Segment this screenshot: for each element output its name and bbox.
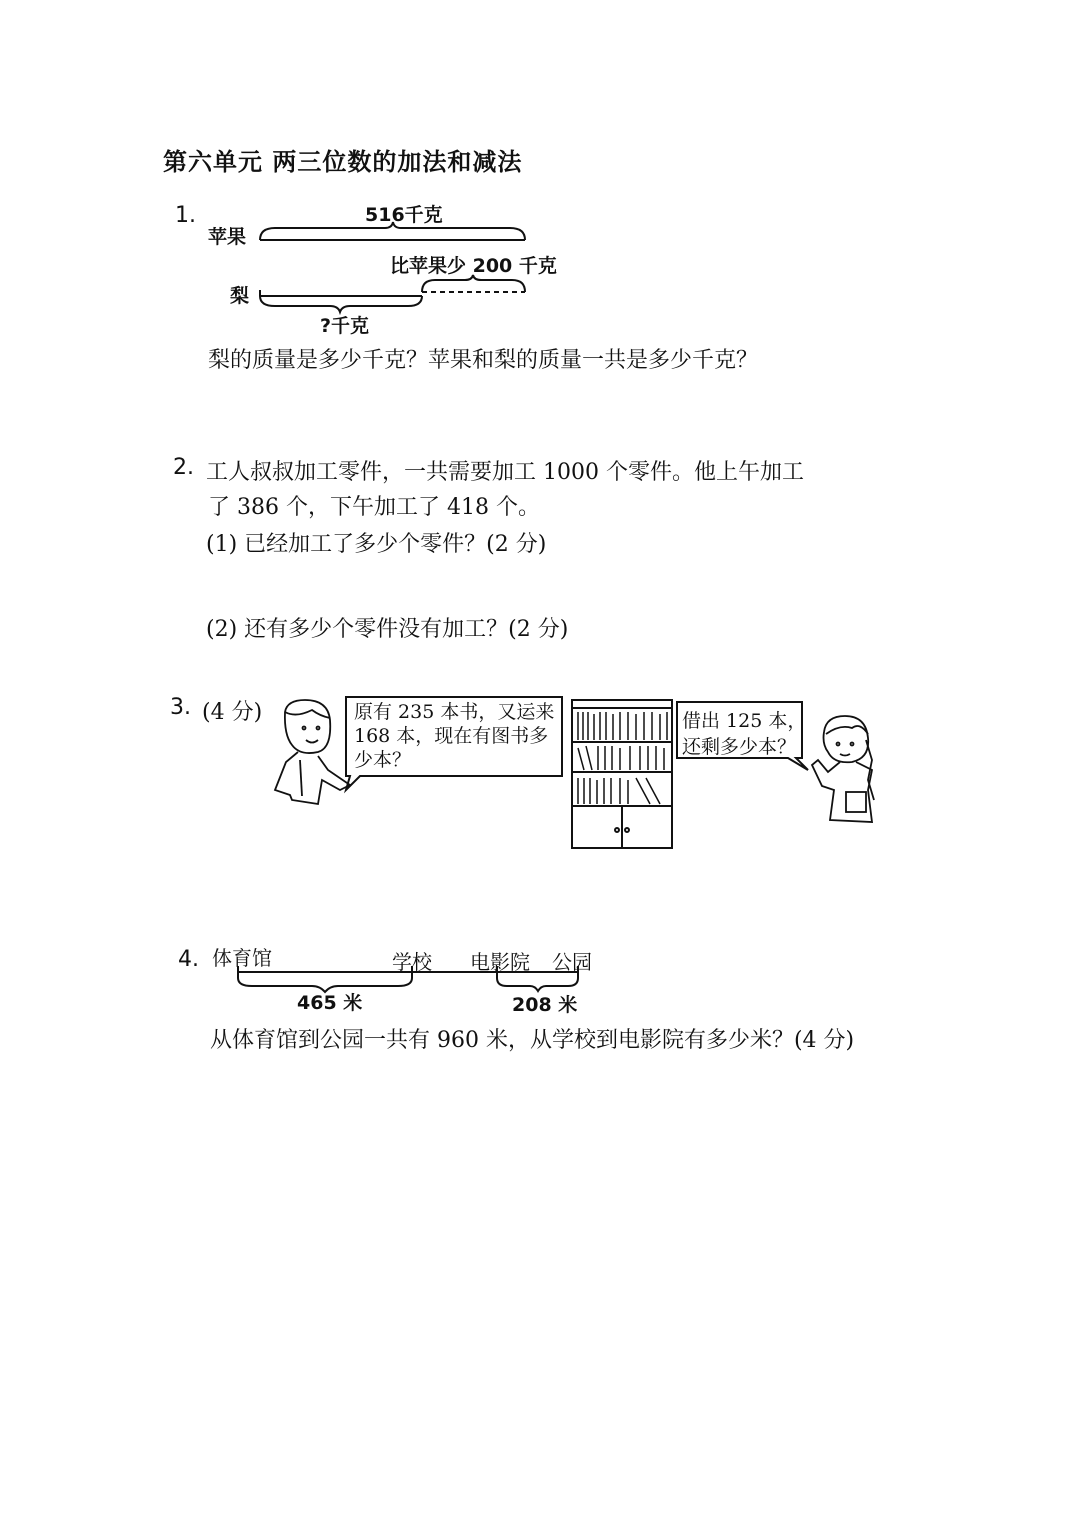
q2-sub2: (2) 还有多少个零件没有加工？(2 分) bbox=[206, 617, 569, 642]
q1-number: 1. bbox=[175, 203, 196, 228]
q1-pear-unknown: ?千克 bbox=[320, 315, 370, 337]
q3-number: 3. bbox=[170, 695, 191, 720]
q1-pear-label: 梨 bbox=[230, 285, 250, 307]
q3-bubble-right-line1: 借出 125 本， bbox=[682, 710, 807, 732]
q4-route-diagram bbox=[238, 966, 578, 992]
q2-sub1: (1) 已经加工了多少个零件？(2 分) bbox=[206, 532, 547, 557]
q1-apple-amount: 516千克 bbox=[365, 204, 443, 226]
q1-pear-diff: 比苹果少 200 千克 bbox=[390, 255, 557, 277]
q4-place-cinema: 电影院 bbox=[470, 950, 530, 974]
q3-bubble-left-line3: 少本？ bbox=[354, 749, 412, 771]
q3-bubble-left-line2: 168 本，现在有图书多 bbox=[354, 725, 549, 747]
q3-bubble-left-line1: 原有 235 本书，又运来 bbox=[354, 701, 555, 723]
q2-line1: 工人叔叔加工零件，一共需要加工 1000 个零件。他上午加工 bbox=[206, 460, 804, 485]
q4-question: 从体育馆到公园一共有 960 米，从学校到电影院有多少米？(4 分) bbox=[210, 1028, 855, 1053]
girl-left-illustration bbox=[275, 700, 350, 804]
q4-number: 4. bbox=[178, 947, 199, 972]
q2-number: 2. bbox=[173, 455, 194, 480]
q3-speech-bubble-left bbox=[346, 697, 562, 790]
q4-dist1: 465 米 bbox=[297, 992, 363, 1014]
page-title: 第六单元 两三位数的加法和减法 bbox=[163, 148, 523, 176]
q1-apple-label: 苹果 bbox=[208, 226, 247, 248]
girl-right-illustration bbox=[812, 716, 874, 822]
q1-pear-segment bbox=[260, 275, 525, 312]
q3-speech-bubble-right bbox=[677, 702, 808, 770]
q2-line2: 了 386 个，下午加工了 418 个。 bbox=[208, 495, 540, 520]
q4-place-gym: 体育馆 bbox=[212, 946, 272, 970]
q1-question: 梨的质量是多少千克？苹果和梨的质量一共是多少千克？ bbox=[208, 348, 759, 373]
q4-dist2: 208 米 bbox=[512, 994, 578, 1016]
q1-apple-segment bbox=[260, 222, 525, 240]
bookshelf-illustration bbox=[572, 700, 672, 848]
q4-place-park: 公园 bbox=[552, 950, 592, 974]
q3-points: (4 分) bbox=[202, 700, 263, 725]
q4-place-school: 学校 bbox=[392, 950, 432, 974]
q3-bubble-right-line2: 还剩多少本？ bbox=[682, 736, 797, 758]
